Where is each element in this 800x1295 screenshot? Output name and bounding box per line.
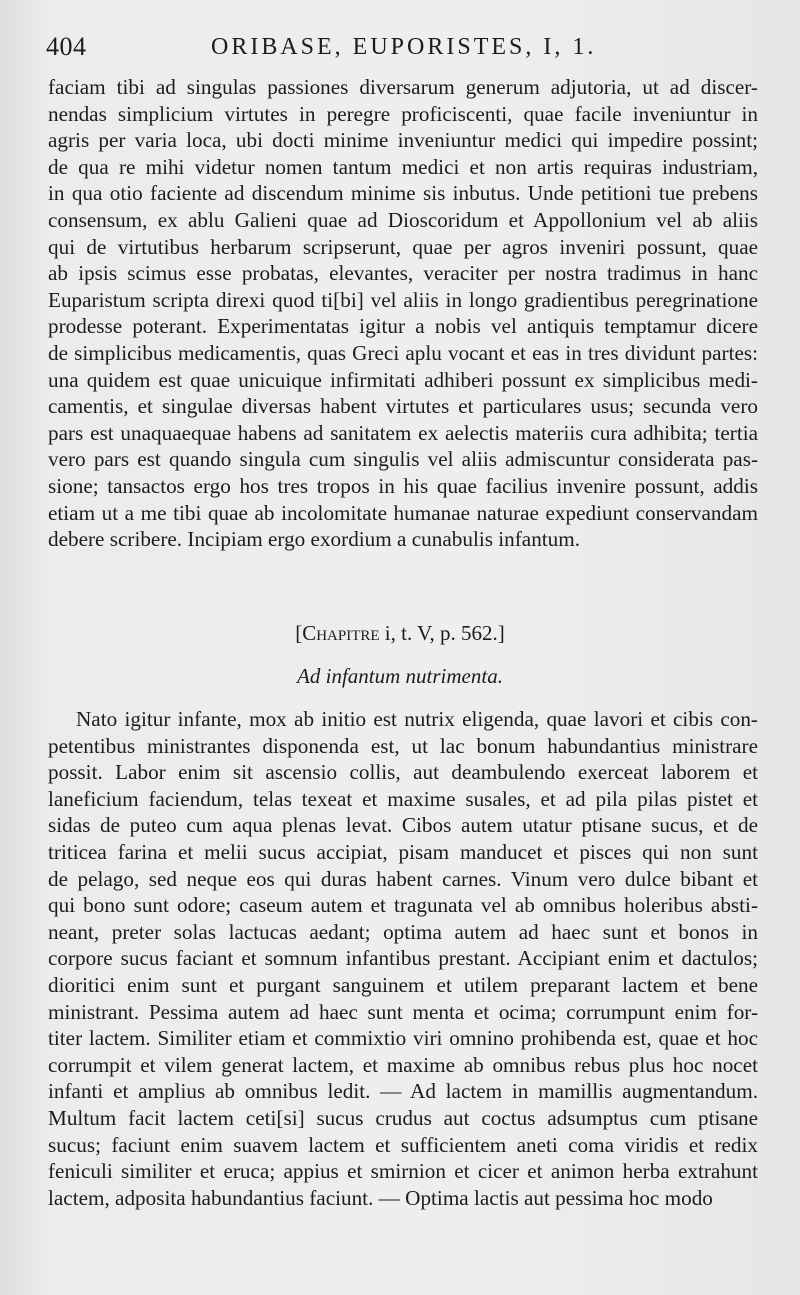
text-line: de pelago, sed neque eos qui duras habent carnes. Vinum vero dulce bibant et (48, 866, 758, 891)
text-line: in qua otio faciente ad discendum minime sis inbutus. Unde petitioni tue prebens (48, 181, 758, 206)
text-line: possit. Labor enim sit ascensio collis, aut deambulendo exerceat laborem et (48, 760, 758, 785)
chapter-bracket: [ (295, 621, 303, 645)
text-line: de simplicibus medicamentis, quas Greci aplu vocant et eas in tres dividunt partes: (48, 340, 758, 365)
text-line: Euparistum scripta direxi quod ti[bi] vel aliis in longo gradientibus peregrinatione (48, 287, 758, 312)
paragraph-body (48, 706, 758, 1211)
text-line: corrumpit et vilem generat lactem, et maxime ab omnibus rebus plus hoc nocet (48, 1052, 758, 1077)
text-line: infanti et amplius ab omnibus ledit. — Ad lactem in mamillis augmentandum. (48, 1079, 758, 1104)
text-line: laneficium faciendum, telas texeat et maxime susales, et ad pila pilas pistet et (48, 786, 758, 811)
text-line: ministrant. Pessima autem ad haec sunt menta et ocima; corrumpunt enim for- (48, 999, 758, 1024)
text-line: triticea farina et melii sucus accipiat, pisam manducet et pisces qui non sunt (48, 839, 758, 864)
text-line: feniculi similiter et eruca; appius et smirnion et cicer et animon herba extrahunt (48, 1159, 758, 1184)
running-title: ORIBASE, EUPORISTES, I, 1. (211, 34, 597, 60)
text-line: pars est unaquaequae habens ad sanitatem ex aelectis materiis cura adhibita; tertia (48, 420, 758, 445)
text-line: lactem, adposita habundantius faciunt. — Optima lactis aut pessima hoc modo (48, 1185, 713, 1210)
text-line: debere scribere. Incipiam ergo exordium a cunabulis infantum. (48, 527, 581, 552)
section-subtitle: Ad infantum nutrimenta. (297, 664, 503, 688)
text-line: Nato igitur infante, mox ab initio est nutrix eligenda, quae lavori et cibis con- (76, 707, 758, 731)
text-line: etiam ut a me tibi quae ab incolomitate humanae naturae expediunt conservandam (48, 500, 758, 525)
text-line: una quidem est quae unicuique infirmitati adhiberi possunt ex simplicibus medi- (48, 367, 758, 392)
text-line: consensum, ex ablu Galieni quae ad Dioscoridum et Appollonium vel ab aliis (48, 207, 758, 232)
text-line: petentibus ministrantes disponenda est, ut lac bonum habundantius ministrare (48, 733, 758, 758)
text-line: de qua re mihi videtur nomen tantum medici et non artis requiras industriam, (48, 154, 758, 179)
chapter-word: Chapitre (302, 621, 380, 645)
text-line: qui de virtutibus herbarum scripserunt, quae per agros inveniri possunt, quae (48, 234, 758, 259)
page-header (46, 30, 760, 70)
text-line: agris per varia loca, ubi docti minime inveniuntur medici qui impedire possint; (48, 128, 758, 153)
page-number: 404 (46, 32, 87, 61)
text-line: Multum facit lactem ceti[si] sucus crudus aut coctus adsumptus cum ptisane (48, 1105, 758, 1130)
text-line: faciam tibi ad singulas passiones diversarum generum adjutoria, ut ad discer- (48, 75, 758, 99)
text-line: sione; tansactos ergo hos tres tropos in his quae facilius invenire possunt, addis (48, 473, 758, 498)
text-line: ab ipsis scimus esse probatas, elevantes, veraciter per nostra tradimus in hanc (48, 261, 758, 286)
text-line: sucus; faciunt enim suavem lactem et sufficientem aneti coma viridis et redix (48, 1132, 758, 1157)
text-line: vero pars est quando singula cum singulis vel aliis admiscuntur considerata pas- (48, 447, 758, 472)
text-line: dioritici enim sunt et purgant sanguinem et utilem preparant lactem et bene (48, 972, 758, 997)
paragraph-intro (48, 74, 758, 553)
text-line: camentis, et singulae diversas habent virtutes et particulares usus; secunda vero (48, 394, 758, 419)
text-line: nendas simplicium virtutes in peregre proficiscenti, quae facile inveniuntur in (48, 101, 758, 126)
text-line: corpore sucus faciant et somnum infantibus prestant. Accipiant enim et dactulos; (48, 946, 758, 971)
chapter-heading (0, 621, 800, 646)
text-line: qui bono sunt odore; caseum autem et tragunata vel ab omnibus holeribus absti- (48, 893, 758, 918)
text-line: titer lactem. Similiter etiam et commixtio viri omnino prohibenda est, quae et hoc (48, 1026, 758, 1051)
text-line: sidas de puteo cum aqua plenas levat. Cibos autem utatur ptisane sucus, et de (48, 813, 758, 838)
chapter-reference: i, t. V, p. 562.] (379, 621, 505, 645)
text-line: prodesse poterant. Experimentatas igitur a nobis vel antiquis temptamur dicere (48, 314, 758, 339)
text-line: neant, preter solas lactucas aedant; optima autem ad haec sunt et bonos in (48, 919, 758, 944)
